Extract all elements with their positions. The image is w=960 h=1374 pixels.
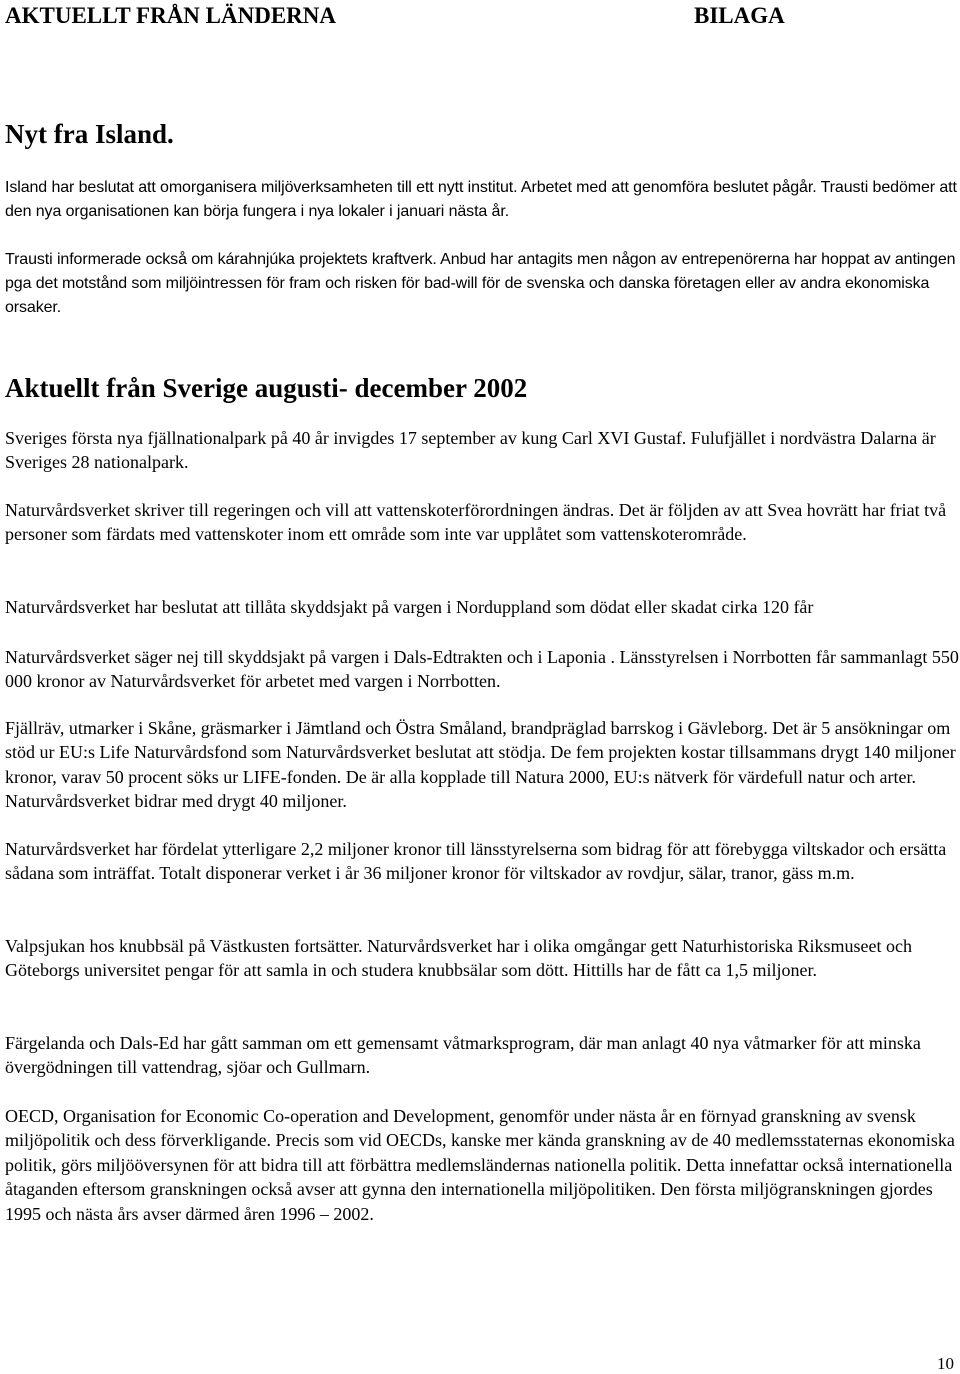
running-header-left: AKTUELLT FRÅN LÄNDERNA	[5, 3, 337, 28]
paragraph-sweden-7: Valpsjukan hos knubbsäl på Västkusten fortsätter. Naturvårdsverket har i olika omgångar gett Naturhistoriska Riksmuseet och Göteborgs universitet pengar för att samla in och studera knubbsälar som dött. Hittills har de fått ca 1,5 miljoner.	[5, 936, 912, 981]
paragraph-sweden-1: Sveriges första nya fjällnationalpark på 40 år invigdes 17 september av kung Carl XVI Gustaf. Fulufjället i nordvästra Dalarna är Sveriges 28 nationalpark.	[5, 428, 936, 473]
page-number: 10	[937, 1354, 954, 1373]
paragraph-sweden-9: OECD, Organisation for Economic Co-operation and Development, genomför under nästa år en förnyad granskning av svensk miljöpolitik och dess förverkligande. Precis som vid OECDs, kanske mer kända granskning av de 40 medlemsstaternas ekonomiska politik, görs miljööversynen för att bidra till att förbättra medlemsländernas nationella politik. Detta innefattar också internationella åtaganden eftersom granskningen också avser att gynna den internationella miljöpolitiken. Den första miljögranskningen gjordes 1995 och nästa års avser därmed åren 1996 – 2002.	[5, 1106, 955, 1224]
paragraph-sweden-2: Naturvårdsverket skriver till regeringen och vill att vattenskoterförordningen ändras. Det är följden av att Svea hovrätt har friat två personer som färdats med vattenskoter inom ett område som inte var upplåtet som vattenskoterområde.	[5, 500, 947, 545]
paragraph-sweden-3: Naturvårdsverket har beslutat att tillåta skyddsjakt på vargen i Norduppland som dödat eller skadat cirka 120 får	[5, 597, 814, 617]
paragraph-sweden-6: Naturvårdsverket har fördelat ytterligare 2,2 miljoner kronor till länsstyrelserna som bidrag för att förebygga viltskador och ersätta sådana som inträffat. Totalt disponerar verket i år 36 miljoner kronor för viltskador av rovdjur, sälar, tranor, gäss m.m.	[5, 839, 947, 884]
paragraph-sweden-4: Naturvårdsverket säger nej till skyddsjakt på vargen i Dals-Edtrakten och i Laponia . Länsstyrelsen i Norrbotten får sammanlagt 550 000 kronor av Naturvårdsverket för arbetet med vargen i Norrbotten.	[5, 647, 959, 692]
paragraph-iceland-1: Island har beslutat att omorganisera miljöverksamheten till ett nytt institut. Arbetet med att genomföra beslutet pågår. Trausti bedömer att den nya organisationen kan börja fungera i nya lokaler i januari nästa år.	[5, 179, 957, 220]
paragraph-iceland-2: Trausti informerade också om kárahnjúka projektets kraftverk. Anbud har antagits men någon av entrepenörerna har hoppat av antingen pga det motstånd som miljöintressen för fram och risken för bad-will för de svenska och danska företagen eller av andra ekonomiska orsaker.	[5, 251, 956, 316]
section-title-sweden: Aktuellt från Sverige augusti- december 2002	[5, 373, 528, 403]
section-title-iceland: Nyt fra Island.	[5, 119, 174, 149]
paragraph-sweden-5: Fjällräv, utmarker i Skåne, gräsmarker i Jämtland och Östra Småland, brandpräglad barrskog i Gävleborg. Det är 5 ansökningar om stöd ur EU:s Life Naturvårdsfond som Naturvårdsverket beslutat att stödja. De fem projekten kostar tillsammans drygt 140 miljoner kronor, varav 50 procent söks ur LIFE-fonden. De är alla kopplade till Natura 2000, EU:s nätverk för värdefull natur och arter. Naturvårdsverket bidrar med drygt 40 miljoner.	[5, 718, 956, 812]
paragraph-sweden-8: Färgelanda och Dals-Ed har gått samman om ett gemensamt våtmarksprogram, där man anlagt 40 nya våtmarker för att minska övergödningen till vattendrag, sjöar och Gullmarn.	[5, 1033, 921, 1078]
running-header-right: BILAGA	[694, 3, 785, 28]
